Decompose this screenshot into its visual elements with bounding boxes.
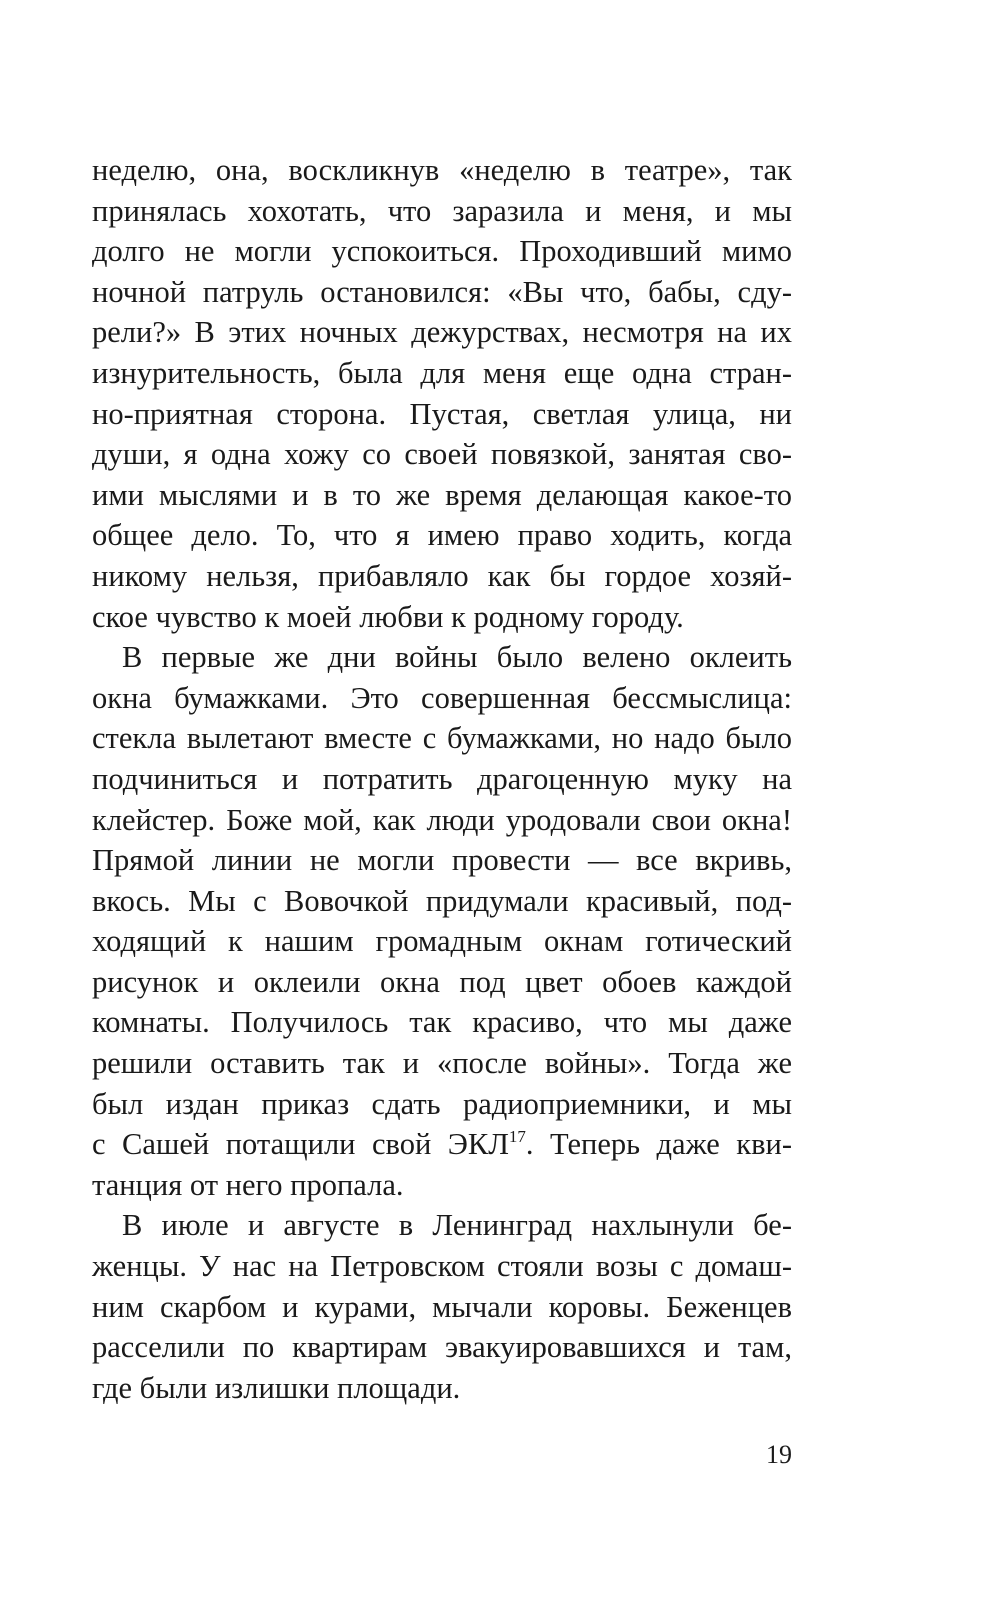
- text-line: В июле и августе в Ленинград нахлынули бе-: [122, 1208, 792, 1243]
- text-line: решили оставить так и «после войны». Тогда же: [92, 1046, 792, 1081]
- text-line: общее дело. То, что я имею право ходить, когда: [92, 518, 792, 553]
- text-line: принялась хохотать, что заразила и меня, и мы: [92, 193, 792, 228]
- text-line: подчиниться и потратить драгоценную муку на: [92, 761, 792, 796]
- text-line: женцы. У нас на Петровском стояли возы с домаш-: [92, 1249, 792, 1284]
- text-line: ходящий к нашим громадным окнам готический: [92, 924, 792, 959]
- footnote-line-after: . Теперь даже кви-: [525, 1127, 792, 1162]
- text-line: расселили по квартирам эвакуировавшихся и там,: [92, 1330, 792, 1365]
- text-line: но-приятная сторона. Пустая, светлая улица, ни: [92, 396, 792, 431]
- paragraph-2: [92, 637, 792, 1205]
- text-line: вкось. Мы с Вовочкой придумали красивый, под-: [92, 883, 792, 918]
- text-line: танция от него пропала.: [92, 1167, 404, 1202]
- text-line: где были излишки площади.: [92, 1370, 461, 1405]
- text-line: ское чувство к моей любви к родному городу.: [92, 599, 684, 634]
- text-line: души, я одна хожу со своей повязкой, занятая сво-: [92, 437, 792, 472]
- text-line: комнаты. Получилось так красиво, что мы даже: [92, 1005, 792, 1040]
- text-line: никому нельзя, прибавляло как бы гордое хозяй-: [92, 558, 792, 593]
- text-line: был издан приказ сдать радиоприемники, и мы: [92, 1086, 792, 1121]
- text-line: В первые же дни войны было велено оклеить: [122, 640, 792, 675]
- page-number: 19: [766, 1440, 792, 1469]
- text-line: рисунок и оклеили окна под цвет обоев каждой: [92, 964, 792, 999]
- paragraph-1: [92, 150, 792, 637]
- text-line: изнурительность, была для меня еще одна стран-: [92, 355, 792, 390]
- footnote-line-before: с Сашей потащили свой ЭКЛ: [92, 1127, 509, 1162]
- footnote-marker[interactable]: 17: [508, 1127, 526, 1147]
- text-line: клейстер. Боже мой, как люди уродовали свои окна!: [92, 802, 792, 837]
- text-line: рели?» В этих ночных дежурствах, несмотря на их: [92, 315, 792, 350]
- text-line: неделю, она, воскликнув «неделю в театре», так: [92, 153, 792, 187]
- paragraph-3: [92, 1205, 792, 1408]
- text-line: ими мыслями и в то же время делающая какое-то: [92, 477, 792, 512]
- body-text: [92, 150, 792, 1408]
- text-line: Прямой линии не могли провести — все вкривь,: [92, 843, 792, 878]
- text-line: окна бумажками. Это совершенная бессмыслица:: [92, 680, 792, 715]
- text-line: ночной патруль остановился: «Вы что, бабы, сду-: [92, 274, 792, 309]
- text-line: долго не могли успокоиться. Проходивший мимо: [92, 234, 792, 269]
- text-line-with-footnote: [92, 1124, 792, 1165]
- text-line: стекла вылетают вместе с бумажками, но надо было: [92, 721, 792, 756]
- text-line: ним скарбом и курами, мычали коровы. Беженцев: [92, 1289, 792, 1324]
